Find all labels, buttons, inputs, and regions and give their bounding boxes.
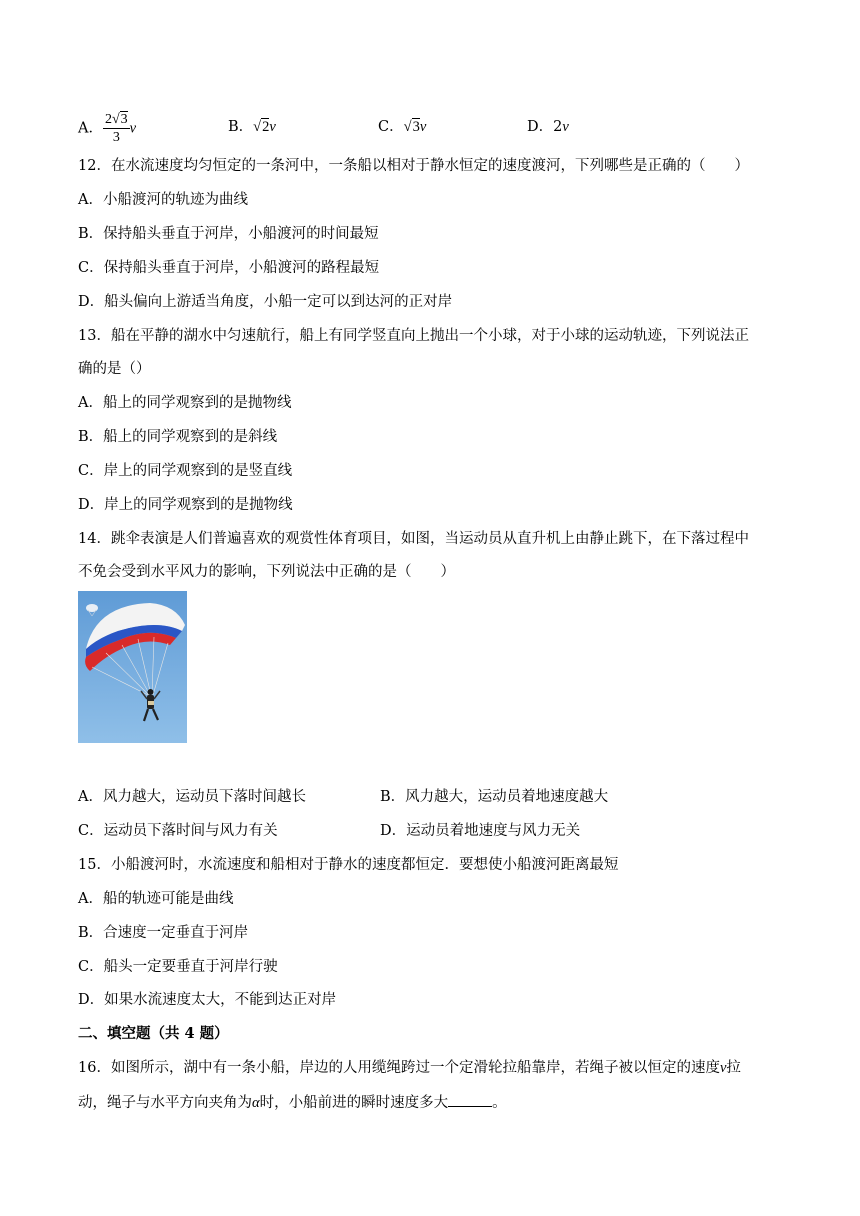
q12-option-d: D．船头偏向上游适当角度，小船一定可以到达河的正对岸 [78,294,453,310]
q11-option-b: B．√2v [228,119,276,135]
q12-stem: 12．在水流速度均匀恒定的一条河中，一条船以相对于静水恒定的速度渡河，下列哪些是正确的（ ） [78,158,749,174]
q13-stem-line1: 13．船在平静的湖水中匀速航行，船上有同学竖直向上抛出一个小球，对于小球的运动轨迹，下列说法正 [78,328,749,344]
q14-option-c: C．运动员下落时间与风力有关 [78,823,278,839]
q15-stem: 15．小船渡河时，水流速度和船相对于静水的速度都恒定．要想使小船渡河距离最短 [78,857,619,873]
q15-option-b: B．合速度一定垂直于河岸 [78,925,249,941]
q11-option-a: A． $\frac{2√3}{3}$ v [78,112,137,145]
q14-stem-line2: 不免会受到水平风力的影响，下列说法中正确的是（ ） [78,564,455,580]
q12-option-c: C．保持船头垂直于河岸，小船渡河的路程最短 [78,260,380,276]
q15-option-a: A．船的轨迹可能是曲线 [78,891,234,907]
answer-blank[interactable] [448,1092,492,1107]
parachute-photo [78,591,187,743]
q13-option-d: D．岸上的同学观察到的是抛物线 [78,497,293,513]
q13-option-b: B．船上的同学观察到的是斜线 [78,429,278,445]
q12-option-a: A．小船渡河的轨迹为曲线 [78,192,248,208]
q14-option-b: B．风力越大，运动员着地速度越大 [380,789,609,805]
q12-option-b: B．保持船头垂直于河岸，小船渡河的时间最短 [78,226,379,242]
q14-option-d: D．运动员着地速度与风力无关 [380,823,581,839]
q14-option-a: A．风力越大，运动员下落时间越长 [78,789,306,805]
q16-stem-line1: 16．如图所示，湖中有一条小船，岸边的人用缆绳跨过一个定滑轮拉船靠岸，若绳子被以恒定的速度v拉 [78,1060,741,1076]
q13-option-a: A．船上的同学观察到的是抛物线 [78,395,292,411]
q14-stem-line1: 14．跳伞表演是人们普遍喜欢的观赏性体育项目，如图，当运动员从直升机上由静止跳下，在下落过程中 [78,531,749,547]
q13-option-c: C．岸上的同学观察到的是竖直线 [78,463,293,479]
section-heading: 二、填空题（共 4 题） [78,1025,229,1042]
q15-option-d: D．如果水流速度太大，不能到达正对岸 [78,992,337,1008]
q16-stem-line2: 动，绳子与水平方向夹角为α时，小船前进的瞬时速度多大 。 [78,1092,507,1113]
fraction: $\frac{2√3}{3}$ [104,112,128,145]
q15-option-c: C．船头一定要垂直于河岸行驶 [78,959,278,975]
q11-option-c: C．√3v [378,119,427,135]
q11-option-d: D．2v [527,119,569,135]
q13-stem-line2: 确的是（） [78,361,151,377]
